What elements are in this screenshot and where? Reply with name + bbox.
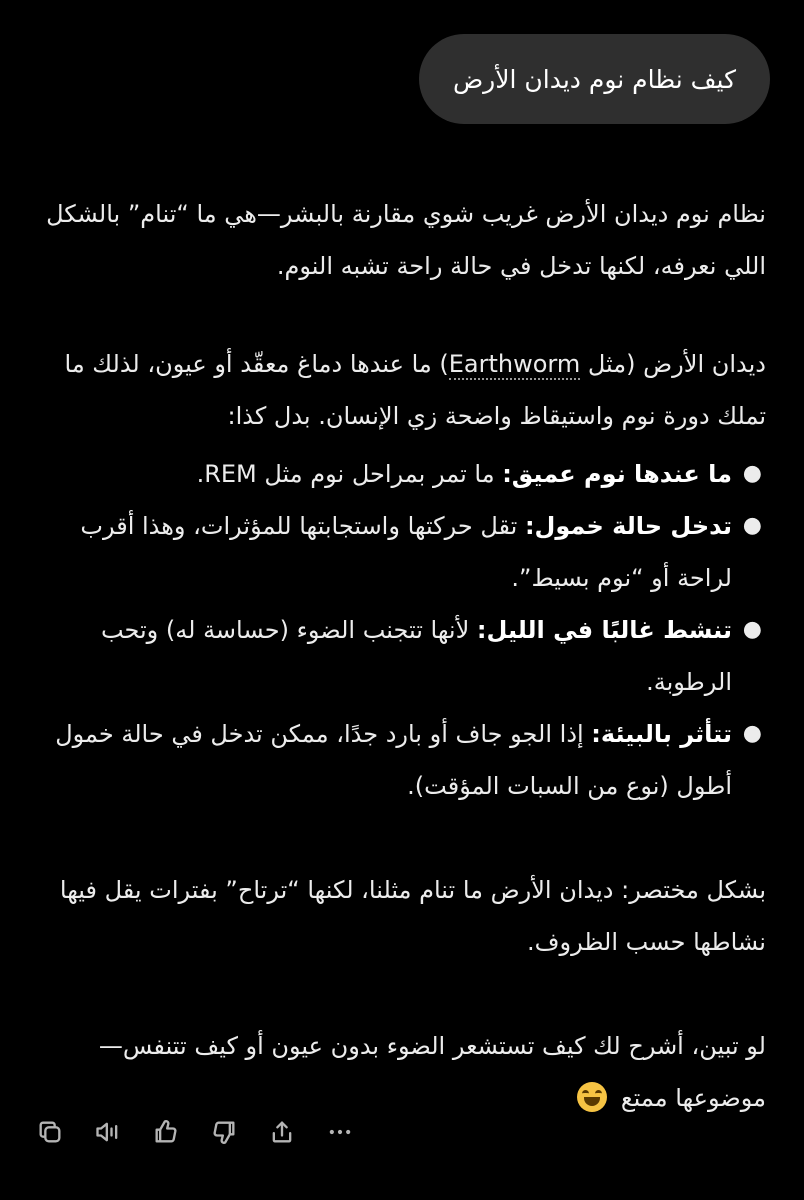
answer-brains-paragraph: [38, 338, 766, 442]
list-item: [38, 604, 766, 708]
read-aloud-button[interactable]: [90, 1114, 126, 1150]
share-icon: [268, 1118, 296, 1146]
list-item: [38, 500, 766, 604]
copy-button[interactable]: [32, 1114, 68, 1150]
answer-intro: نظام نوم ديدان الأرض غريب شوي مقارنة بالبشر—هي ما “تنام” بالشكل اللي نعرفه، لكنها تدخل في حالة راحة تشبه النوم.: [46, 200, 766, 280]
grinning-face-emoji-icon: [577, 1082, 607, 1112]
thumbs-up-icon: [152, 1118, 180, 1146]
thumbs-down-icon: [210, 1118, 238, 1146]
list-item: [38, 708, 766, 812]
fact-text: لأنها تتجنب الضوء (حساسة له) وتحب الرطوبة.: [100, 616, 732, 696]
bullet-icon: ●: [742, 721, 762, 746]
answer-offer: لو تبين، أشرح لك كيف تستشعر الضوء بدون عيون أو كيف تتنفس—موضوعها ممتع: [98, 1032, 766, 1112]
bullet-icon: ●: [742, 513, 762, 538]
fact-title: تدخل حالة خمول:: [524, 512, 732, 540]
fact-text: تقل حركتها واستجابتها للمؤثرات، وهذا أقرب لراحة أو “نوم بسيط”.: [80, 512, 732, 592]
facts-list: [38, 448, 766, 812]
thumbs-up-button[interactable]: [148, 1114, 184, 1150]
list-item: [38, 448, 766, 500]
fact-title: ما عندها نوم عميق:: [502, 460, 732, 488]
brains-text-after: ) ما عندها دماغ معقّد أو عيون، لذلك ما تملك دورة نوم واستيقاظ واضحة زي الإنسان. بدل كذا:: [64, 350, 766, 430]
bullet-icon: ●: [742, 461, 762, 486]
earthworm-term-link[interactable]: Earthworm: [448, 350, 581, 378]
copy-icon: [36, 1118, 64, 1146]
share-button[interactable]: [264, 1114, 300, 1150]
fact-text: ما تمر بمراحل نوم مثل REM.: [196, 460, 503, 488]
user-message-text: كيف نظام نوم ديدان الأرض: [452, 64, 736, 94]
assistant-answer: [38, 188, 766, 1124]
answer-summary: بشكل مختصر: ديدان الأرض ما تنام مثلنا، لكنها “ترتاح” بفترات يقل فيها نشاطها حسب الظروف.: [59, 876, 766, 956]
read-aloud-icon: [94, 1118, 122, 1146]
user-message-bubble: [419, 34, 770, 124]
answer-offer-paragraph: [38, 1020, 766, 1124]
more-options-button[interactable]: [322, 1114, 358, 1150]
fact-text: إذا الجو جاف أو بارد جدًا، ممكن تدخل في حالة خمول أطول (نوع من السبات المؤقت).: [55, 720, 732, 800]
message-actions-bar: [32, 1112, 358, 1152]
fact-title: تنشط غالبًا في الليل:: [476, 616, 732, 644]
more-icon: [326, 1118, 354, 1146]
bullet-icon: ●: [742, 617, 762, 642]
fact-title: تتأثر بالبيئة:: [591, 720, 732, 748]
thumbs-down-button[interactable]: [206, 1114, 242, 1150]
brains-text-before: ديدان الأرض (مثل: [580, 350, 766, 378]
